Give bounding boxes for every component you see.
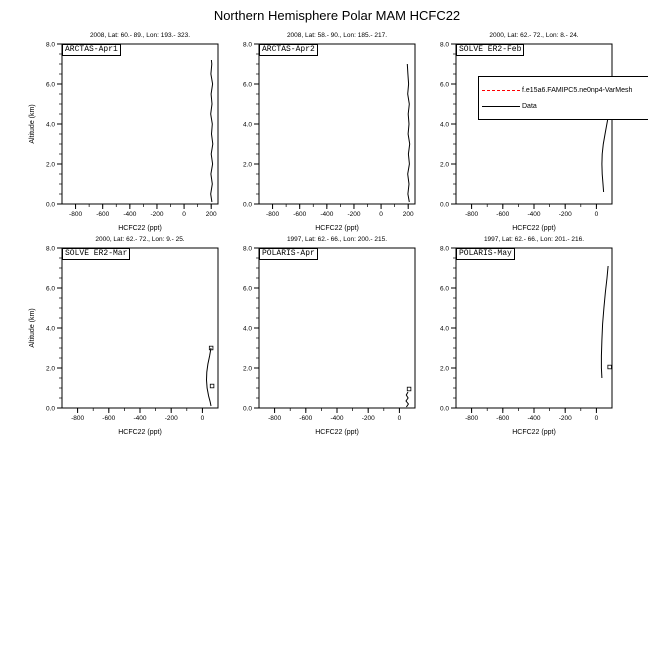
y-tick-label: 8.0: [439, 246, 449, 253]
subplot-solve-er2-mar: [22, 236, 242, 448]
y-tick-label: 4.0: [439, 325, 449, 333]
y-tick-label: 8.0: [45, 246, 55, 253]
x-tick-label: -600: [496, 211, 510, 218]
x-tick-label: -600: [102, 415, 116, 422]
figure-title: Northern Hemisphere Polar MAM HCFC22: [213, 8, 461, 23]
legend-label-data: Data: [522, 102, 537, 110]
y-tick-label: 2.0: [439, 365, 449, 373]
plot-area: [219, 42, 439, 242]
legend-label-model: f.e15a6.FAMIPC5.ne0np4-VarMesh: [522, 86, 633, 94]
y-tick-label: 2.0: [45, 365, 55, 373]
x-tick-label: -400: [123, 211, 137, 218]
x-tick-label: -600: [496, 415, 510, 422]
data-marker: [210, 384, 214, 388]
data-line: [406, 392, 408, 407]
x-tick-label: -400: [527, 211, 541, 218]
x-tick-label: 0: [594, 211, 599, 218]
legend-entry-model: [482, 85, 648, 96]
x-tick-label: -400: [330, 415, 344, 422]
y-tick-label: 8.0: [242, 246, 252, 253]
panel-label: ARCTAS-Apr2: [259, 44, 318, 56]
data-line: [602, 120, 608, 192]
y-tick-label: 4.0: [45, 121, 55, 129]
data-line: [601, 266, 608, 378]
subplot-solve-er2-feb: [416, 32, 636, 244]
plot-frame: [259, 44, 415, 204]
x-tick-label: 0: [182, 211, 186, 218]
x-tick-label: -200: [558, 211, 572, 218]
plot-frame: [62, 248, 218, 408]
plot-frame: [456, 44, 612, 204]
x-tick-label: -600: [293, 211, 307, 218]
x-tick-label: -600: [299, 415, 313, 422]
x-axis-label: HCFC22 (ppt): [118, 429, 162, 436]
x-tick-label: 200: [205, 211, 217, 218]
subplot-arctas-apr1: [22, 32, 242, 244]
x-tick-label: -400: [133, 415, 147, 422]
data-line: [407, 64, 409, 202]
x-tick-label: 0: [594, 415, 599, 422]
x-tick-label: 0: [200, 415, 205, 422]
y-tick-label: 4.0: [45, 325, 55, 333]
panel-label: SOLVE ER2-Feb: [456, 44, 524, 56]
plot-area: [416, 42, 636, 242]
x-tick-label: 200: [402, 211, 414, 218]
x-tick-label: 0: [397, 415, 402, 422]
x-tick-label: 0: [379, 211, 383, 218]
y-tick-label: 0.0: [242, 405, 252, 413]
subplot-header: 2008, Lat: 60.- 89., Lon: 193.- 323.: [89, 32, 191, 39]
data-marker: [407, 387, 411, 391]
x-tick-label: -200: [347, 211, 361, 218]
y-tick-label: 2.0: [45, 161, 55, 169]
x-tick-label: -200: [150, 211, 164, 218]
plot-frame: [456, 248, 612, 408]
plot-area: [22, 246, 242, 446]
y-tick-label: 4.0: [242, 121, 252, 129]
y-tick-label: 0.0: [439, 405, 449, 413]
y-tick-label: 2.0: [242, 161, 252, 169]
y-axis-label: Altitude (km): [29, 308, 36, 348]
x-tick-label: -600: [96, 211, 110, 218]
y-tick-label: 8.0: [439, 42, 449, 49]
y-tick-label: 4.0: [242, 325, 252, 333]
y-tick-label: 6.0: [242, 81, 252, 89]
x-axis-label: HCFC22 (ppt): [512, 429, 556, 436]
y-tick-label: 4.0: [439, 121, 449, 129]
panel-label: POLARIS-May: [456, 248, 515, 260]
subplot-header: 1997, Lat: 62.- 66., Lon: 200.- 215.: [286, 236, 388, 243]
y-tick-label: 6.0: [45, 285, 55, 293]
data-marker: [608, 365, 612, 369]
model-line-sample: [482, 90, 520, 91]
y-tick-label: 6.0: [242, 285, 252, 293]
plot-area: [416, 246, 636, 446]
subplot-header: 1997, Lat: 62.- 66., Lon: 201.- 216.: [483, 236, 585, 243]
x-axis-label: HCFC22 (ppt): [315, 429, 359, 436]
x-axis-label: HCFC22 (ppt): [118, 225, 162, 232]
y-tick-label: 6.0: [45, 81, 55, 89]
y-tick-label: 0.0: [45, 405, 55, 413]
data-line-sample: [482, 106, 520, 107]
x-tick-label: -400: [320, 211, 334, 218]
y-tick-label: 2.0: [242, 365, 252, 373]
y-tick-label: 6.0: [439, 81, 449, 89]
x-tick-label: -800: [71, 415, 85, 422]
y-tick-label: 0.0: [439, 201, 449, 209]
legend-entry-data: [482, 101, 648, 112]
plot-area: [219, 246, 439, 446]
x-tick-label: -200: [558, 415, 572, 422]
subplot-polaris-may: [416, 236, 636, 448]
panel-label: ARCTAS-Apr1: [62, 44, 121, 56]
x-tick-label: -800: [266, 211, 280, 218]
y-tick-label: 8.0: [45, 42, 55, 49]
x-axis-label: HCFC22 (ppt): [512, 225, 556, 232]
subplot-header: 2000, Lat: 62.- 72., Lon: 9.- 25.: [95, 236, 185, 243]
x-tick-label: -400: [527, 415, 541, 422]
y-tick-label: 0.0: [242, 201, 252, 209]
subplot-header: 2008, Lat: 58.- 90., Lon: 185.- 217.: [286, 32, 388, 39]
panel-label: POLARIS-Apr: [259, 248, 318, 260]
subplot-header: 2000, Lat: 62.- 72., Lon: 8.- 24.: [489, 32, 579, 39]
plot-frame: [62, 44, 218, 204]
y-tick-label: 2.0: [439, 161, 449, 169]
x-axis-label: HCFC22 (ppt): [315, 225, 359, 232]
subplot-polaris-apr: [219, 236, 439, 448]
x-tick-label: -800: [268, 415, 282, 422]
x-tick-label: -800: [465, 211, 479, 218]
y-axis-label: Altitude (km): [29, 104, 36, 144]
plot-area: [22, 42, 242, 242]
subplot-arctas-apr2: [219, 32, 439, 244]
y-tick-label: 6.0: [439, 285, 449, 293]
x-tick-label: -800: [69, 211, 83, 218]
data-line: [207, 348, 212, 406]
x-tick-label: -200: [164, 415, 178, 422]
legend-box: [478, 76, 648, 120]
x-tick-label: -800: [465, 415, 479, 422]
panel-label: SOLVE ER2-Mar: [62, 248, 130, 260]
x-tick-label: -200: [361, 415, 375, 422]
y-tick-label: 8.0: [242, 42, 252, 49]
data-line: [211, 60, 213, 202]
y-tick-label: 0.0: [45, 201, 55, 209]
plot-frame: [259, 248, 415, 408]
